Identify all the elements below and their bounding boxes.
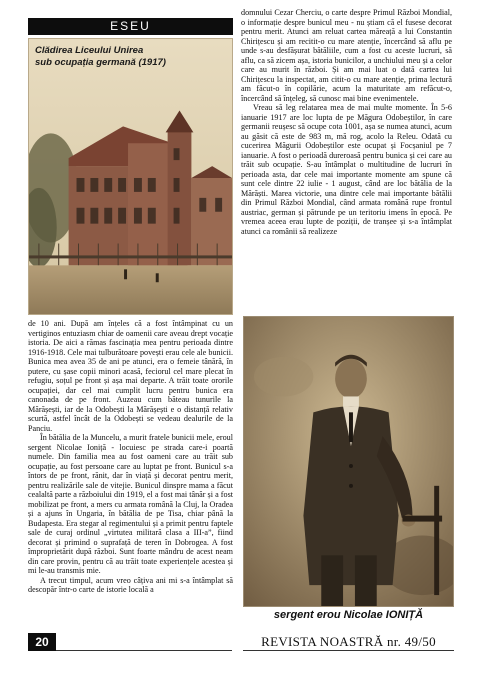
page-number: 20 <box>28 633 56 651</box>
school-building-photo <box>28 38 233 315</box>
school-photo-caption <box>35 45 166 69</box>
journal-title: REVISTA NOASTRĂ nr. 49/50 <box>243 633 454 651</box>
footer-divider <box>56 650 232 651</box>
article-paragraph: domnului Cezar Cherciu, o carte despre Primul Război Mondial, o informație despre bunicul meu - nu știam că el fusese decorat pentru merit. Atunci am reluat cartea măreață a lui Constantin Chirițescu și am recitit-o cu mare atenție, încercând să aflu pe unde s-au desfășurat bătăliile, cum a fost cu aceste lucruri, să aflu, ca să zicem așa, istoria bunicilor, a unchiului meu și a celor care au murit în război. Și am mai luat o dată cartea lui Chirițescu la inspectat, am citit-o cu mare atenție, prima lectură am făcut-o în copilărie, acum la maturitate am refăcut-o, încercând să înțeleg, să cunosc mai bine evenimentele. <box>241 8 452 103</box>
school-photo-caption-line1: Clădirea Liceului Unirea <box>35 45 144 56</box>
soldier-portrait-illustration <box>244 317 453 606</box>
school-building-illustration <box>29 39 232 314</box>
article-column-right-top <box>241 8 452 310</box>
article-paragraph: de 10 ani. După am înțeles că a fost întâmpinat cu un vertiginos entuziasm chiar de oamenii care aveau drept vocație istoria. De aici a rămas fascinația mea pentru perioada dintre 1916-1918. Cele mai tulburătoare povești erau cele ale bunicii. Bunica mea avea 35 de ani pe atunci, era o femeie tânără, în putere, cu șase copii minori acasă, feciorul cel mare plecat în refugiu, soțul pe front și așa mai departe. A trăit toate ororile ocupației, dar cel mai cumplit lucru pentru bunica era canonada de pe front. Auzeau cum băteau tunurile la Mărășești, iar de la Odobești la Mărășești e o distanță relativ scurtă, astfel încât de la Odobești se vedeau dealurile de la Panciu. <box>28 319 233 433</box>
section-label: ESEU <box>28 18 233 35</box>
article-paragraph: Vreau să leg relatarea mea de mai multe momente. În 5-6 ianuarie 1917 are loc lupta de pe Măgura Odobeștilor, în care germanii reușesc să ocupe cota 1001, așa se numea atunci, acum au găsit că este de 983 m, mă rog, acolo la Releu. Odată cu cucerirea Măgurii Odobeștilor este ocupat și Focșaniul pe 7 ianuarie. A fost o perioadă dureroasă pentru bunica și cei care au trăit sub ocupație. S-au întâmplat o multitudine de lucruri în perioada asta, dar cele mai importante momente am spune că sunt cele dintre 22 iulie - 1 august, când are loc bătălia de la Mărăști. Marea victorie, una dintre cele mai importante bătălii din Primul Război Mondial, când armata română rupe frontul austriac, german și pătrunde pe un teritoriu imens în epocă. Pe vremea aceea erau lupte de poziții, de tranșee și s-a întâmplat atunci ca românii să realizeze <box>241 103 452 236</box>
soldier-photo-caption: sergent erou Nicolae IONIȚĂ <box>273 609 424 621</box>
soldier-portrait-photo <box>243 316 454 607</box>
article-paragraph: A trecut timpul, acum vreo câțiva ani mi s-a întâmplat să descopăr într-o carte de istorie locală a <box>28 575 233 594</box>
article-column-left-bottom <box>28 319 233 627</box>
article-paragraph: În bătălia de la Muncelu, a murit fratele bunicii mele, eroul sergent Nicolae Ioniță - locuiesc pe strada care-i poartă numele. Din familia mea au fost oameni care au trăit sub ocupație, au fost persoane care au luptat pe front. Bunicul s-a întors de pe front, rănit, dar în viață și decorat pentru merit, pentru realizările sale de vitejie. Bunicul dinspre mama a făcut cealaltă parte a războiului din 1919, el a fost mai tânăr și a fost mobilizat pe front, a mers cu armata română la Cluj, la Oradea și a ajuns în Ungaria, în bătălia de pe Tisa, chiar până la Budapesta. Era stegar al regimentului și a primit pentru faptele sale de curaj ordinul „virtutea militară clasa a III-a”, fiind decorat și primind o suprafață de teren în Dobrogea. A fost împroprietărit după război. Sunt foarte mândru de acest neam din care provin, pentru că au trăit toate experiențele acestea și mi le-au transmis mie. <box>28 433 233 575</box>
school-photo-caption-line2: sub ocupația germană (1917) <box>35 57 166 68</box>
